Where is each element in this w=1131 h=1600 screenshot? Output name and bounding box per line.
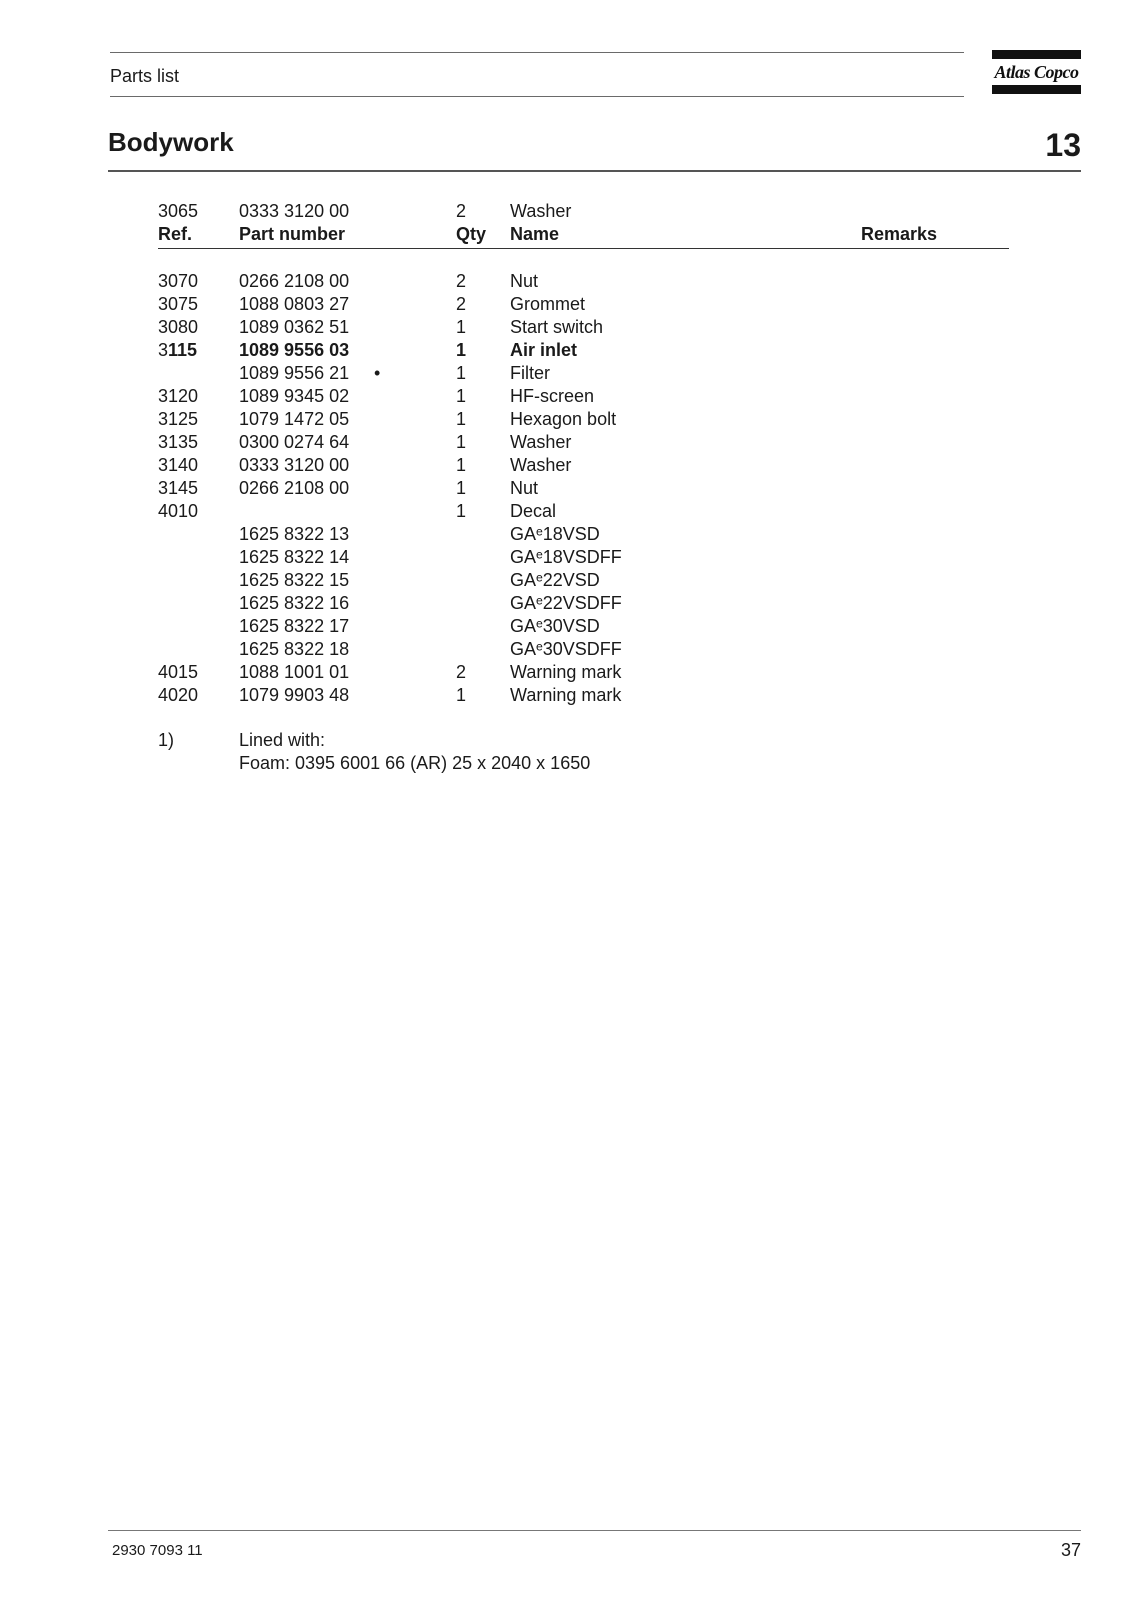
- header-label: Parts list: [110, 66, 180, 86]
- cell-name: Filter: [510, 363, 550, 383]
- table-row: [0, 592, 1131, 615]
- table-row: [0, 523, 1131, 546]
- cell-ref: 3125: [158, 409, 199, 429]
- cell-name: GAᵉ18VSD: [510, 524, 600, 544]
- cell-name: GAᵉ30VSDFF: [510, 639, 622, 659]
- cell-part-number: 1625 8322 18: [239, 639, 350, 659]
- lead-row: [0, 200, 1131, 223]
- note-marker: 1): [158, 730, 175, 750]
- header-bottom-rule: [110, 96, 964, 97]
- cell-name: Decal: [510, 501, 557, 521]
- section-title: Bodywork: [108, 127, 234, 157]
- cell-part-number: 1625 8322 17: [239, 616, 350, 636]
- cell-qty: 1: [456, 685, 467, 705]
- cell-ref: 4020: [158, 685, 199, 705]
- cell-qty: 2: [456, 294, 467, 314]
- table-row: [0, 362, 1131, 385]
- cell-part-number: 1625 8322 13: [239, 524, 350, 544]
- brand-logo: [992, 50, 1081, 94]
- cell-part-number: 1625 8322 14: [239, 547, 350, 567]
- cell-name: Start switch: [510, 317, 604, 337]
- table-row: [0, 385, 1131, 408]
- table-row: [0, 477, 1131, 500]
- header-top-rule: [110, 52, 964, 53]
- cell-ref: 4010: [158, 501, 199, 521]
- cell-part-number: 1079 9903 48: [239, 685, 350, 705]
- cell-part-number: 0333 3120 00: [239, 455, 350, 475]
- cell-ref: 3135: [158, 432, 199, 452]
- column-header-part-number: Part number: [239, 224, 346, 244]
- cell-qty: 1: [456, 409, 467, 429]
- cell-name: Nut: [510, 271, 539, 291]
- cell-name: HF-screen: [510, 386, 595, 406]
- column-header-qty: Qty: [456, 224, 487, 244]
- table-row: [0, 661, 1131, 684]
- lead-part-number: 0333 3120 00: [239, 201, 350, 221]
- table-row: [0, 454, 1131, 477]
- cell-ref: 4015: [158, 662, 199, 682]
- cell-part-number: 1089 9556 03: [239, 340, 350, 360]
- cell-name: Washer: [510, 455, 572, 475]
- cell-part-number: 1089 0362 51: [239, 317, 350, 337]
- cell-ref: 3115: [158, 340, 198, 360]
- cell-qty: 1: [456, 501, 467, 521]
- cell-part-number: 0300 0274 64: [239, 432, 350, 452]
- column-header-row: [0, 223, 1131, 246]
- cell-part-number: 1088 0803 27: [239, 294, 350, 314]
- table-row: [0, 431, 1131, 454]
- cell-qty: 1: [456, 432, 467, 452]
- note-line-2: Foam: 0395 6001 66 (AR) 25 x 2040 x 1650: [239, 753, 591, 773]
- cell-name: Warning mark: [510, 662, 622, 682]
- cell-name: GAᵉ18VSDFF: [510, 547, 622, 567]
- cell-qty: 1: [456, 386, 467, 406]
- lead-qty: 2: [456, 201, 467, 221]
- lead-ref: 3065: [158, 201, 199, 221]
- table-row: [0, 638, 1131, 661]
- column-header-name: Name: [510, 224, 560, 244]
- cell-part-number: 1088 1001 01: [239, 662, 350, 682]
- table-row: [0, 615, 1131, 638]
- cell-qty: 1: [456, 478, 467, 498]
- column-header-ref: Ref.: [158, 224, 193, 244]
- table-row: [0, 408, 1131, 431]
- table-row: [0, 270, 1131, 293]
- cell-part-number: 1625 8322 15: [239, 570, 350, 590]
- cell-qty: 2: [456, 271, 467, 291]
- footer-rule: [108, 1530, 1081, 1531]
- cell-qty: 2: [456, 662, 467, 682]
- cell-name: Warning mark: [510, 685, 622, 705]
- cell-part-number: 0266 2108 00: [239, 271, 350, 291]
- column-header-remarks: Remarks: [861, 224, 938, 244]
- section-number: 13: [1045, 127, 1081, 163]
- cell-name: Nut: [510, 478, 539, 498]
- cell-name: GAᵉ30VSD: [510, 616, 600, 636]
- title-rule: [108, 170, 1081, 172]
- cell-ref: 3145: [158, 478, 199, 498]
- cell-ref: 3070: [158, 271, 199, 291]
- cell-ref: 3140: [158, 455, 199, 475]
- cell-qty: 1: [456, 363, 467, 383]
- table-row: [0, 339, 1131, 362]
- table-row: [0, 316, 1131, 339]
- cell-qty: 1: [456, 317, 467, 337]
- cell-name: GAᵉ22VSD: [510, 570, 600, 590]
- cell-part-number: 1079 1472 05: [239, 409, 350, 429]
- table-row: [0, 546, 1131, 569]
- column-header-rule: [158, 248, 1009, 249]
- cell-part-number: 1089 9345 02: [239, 386, 350, 406]
- cell-part-number: 1625 8322 16: [239, 593, 350, 613]
- cell-name: Hexagon bolt: [510, 409, 617, 429]
- table-row: [0, 293, 1131, 316]
- cell-part-number: 1089 9556 21: [239, 363, 350, 383]
- cell-name: Washer: [510, 432, 572, 452]
- table-row: [0, 500, 1131, 523]
- footer-page-number: 37: [1060, 1540, 1081, 1560]
- brand-logo-text: Atlas Copco: [994, 62, 1079, 82]
- cell-mark: •: [374, 363, 381, 383]
- cell-name: GAᵉ22VSDFF: [510, 593, 622, 613]
- cell-ref: 3120: [158, 386, 199, 406]
- cell-part-number: 0266 2108 00: [239, 478, 350, 498]
- cell-qty: 1: [456, 340, 467, 360]
- footer-doc-number: 2930 7093 11: [112, 1542, 203, 1559]
- table-row: [0, 569, 1131, 592]
- cell-ref: 3075: [158, 294, 199, 314]
- table-row: [0, 684, 1131, 707]
- cell-qty: 1: [456, 455, 467, 475]
- cell-ref: 3080: [158, 317, 199, 337]
- cell-name: Grommet: [510, 294, 586, 314]
- lead-name: Washer: [510, 201, 572, 221]
- cell-name: Air inlet: [510, 340, 578, 360]
- note-line-1: Lined with:: [239, 730, 326, 750]
